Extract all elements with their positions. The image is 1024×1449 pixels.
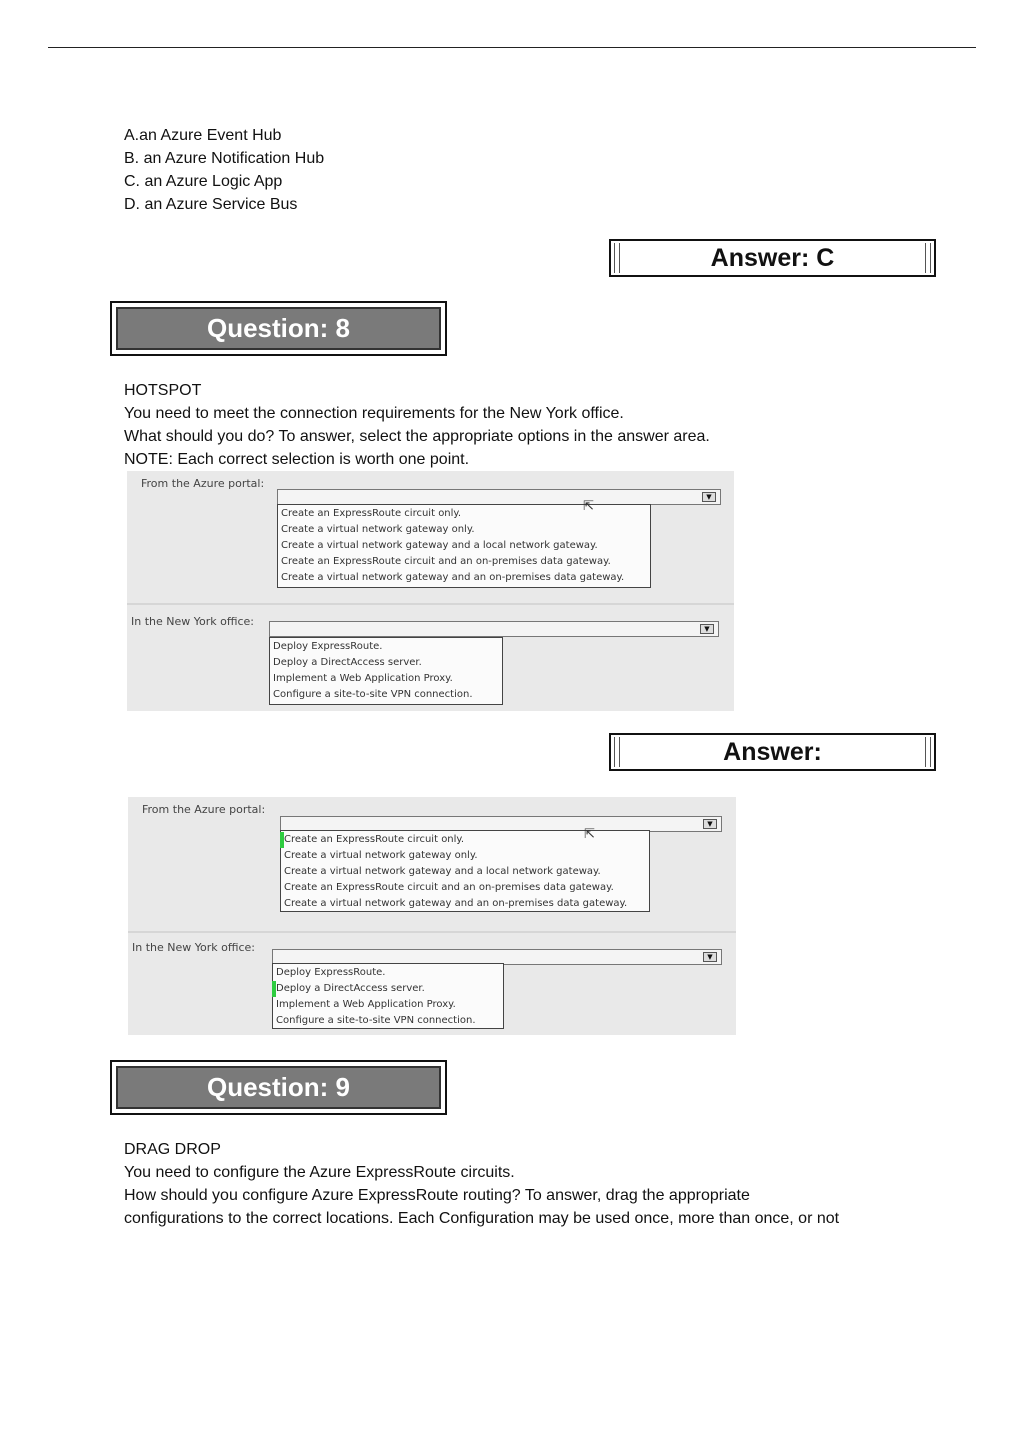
portal-option-1-selected[interactable]: Create an ExpressRoute circuit only. [284, 832, 646, 848]
portal-option-1[interactable]: Create an ExpressRoute circuit only. [281, 508, 462, 519]
q8-answer-image [128, 797, 736, 1035]
office-option-4[interactable]: Configure a site-to-site VPN connection. [276, 1015, 476, 1026]
q8-note: NOTE: Each correct selection is worth one point. [124, 451, 470, 468]
q7-option-c: C. an Azure Logic App [124, 173, 283, 190]
q8-answer-box [609, 733, 936, 771]
office-option-1[interactable]: Deploy ExpressRoute. [273, 641, 383, 652]
q7-answer-text: Answer: C [710, 243, 835, 272]
portal-option-5[interactable]: Create a virtual network gateway and an on-premises data gateway. [284, 898, 628, 909]
q9-header-text: Question: 9 [206, 1072, 350, 1102]
q9-line-3: configurations to the correct locations. Each Configuration may be used once, more than once, or not [124, 1210, 840, 1227]
q8-type: HOTSPOT [124, 382, 202, 399]
portal-option-4[interactable]: Create an ExpressRoute circuit and an on-premises data gateway. [284, 882, 614, 893]
chevron-down-icon[interactable]: ▼ [703, 819, 717, 829]
q7-option-b: B. an Azure Notification Hub [124, 150, 325, 167]
q9-header-box [110, 1060, 447, 1115]
band-divider [127, 603, 734, 605]
q8-line-2: What should you do? To answer, select the appropriate options in the answer area. [124, 428, 710, 445]
chevron-down-icon[interactable]: ▼ [703, 952, 717, 962]
q9-line-2: How should you configure Azure ExpressRoute routing? To answer, drag the appropriate [124, 1187, 750, 1204]
q9-prompt [124, 1138, 839, 1230]
band-divider [128, 931, 736, 933]
chevron-down-icon[interactable]: ▼ [702, 492, 716, 502]
office-options-list[interactable] [272, 963, 504, 1029]
portal-option-3[interactable]: Create a virtual network gateway and a local network gateway. [281, 540, 598, 551]
q7-option-d: D. an Azure Service Bus [124, 196, 298, 213]
portal-option-2[interactable]: Create a virtual network gateway only. [281, 524, 475, 535]
portal-option-5[interactable]: Create a virtual network gateway and an on-premises data gateway. [281, 572, 625, 583]
q9-type: DRAG DROP [124, 1141, 221, 1158]
portal-option-3[interactable]: Create a virtual network gateway and a local network gateway. [284, 866, 601, 877]
q8-answer-text: Answer: [723, 737, 822, 766]
office-dropdown[interactable] [269, 621, 719, 637]
q8-hotspot-image [127, 471, 734, 711]
office-option-3[interactable]: Implement a Web Application Proxy. [276, 999, 456, 1010]
q7-option-a: A.an Azure Event Hub [124, 127, 282, 144]
mouse-cursor-icon: ⇱ [583, 499, 594, 514]
office-option-2-selected[interactable]: Deploy a DirectAccess server. [276, 981, 500, 997]
office-option-2[interactable]: Deploy a DirectAccess server. [273, 657, 422, 668]
q8-prompt [124, 379, 710, 471]
portal-label: From the Azure portal: [141, 477, 265, 490]
q8-header-text: Question: 8 [206, 313, 350, 343]
portal-option-4[interactable]: Create an ExpressRoute circuit and an on-premises data gateway. [281, 556, 611, 567]
page-top-rule [48, 47, 976, 48]
portal-label: From the Azure portal: [142, 803, 266, 816]
portal-option-2[interactable]: Create a virtual network gateway only. [284, 850, 478, 861]
office-option-4[interactable]: Configure a site-to-site VPN connection. [273, 689, 473, 700]
office-option-1[interactable]: Deploy ExpressRoute. [276, 967, 386, 978]
portal-options-list[interactable] [277, 504, 651, 588]
chevron-down-icon[interactable]: ▼ [700, 624, 714, 634]
office-label: In the New York office: [131, 615, 255, 628]
office-label: In the New York office: [132, 941, 256, 954]
office-options-list[interactable] [269, 637, 503, 705]
portal-options-list[interactable] [280, 830, 650, 912]
office-option-3[interactable]: Implement a Web Application Proxy. [273, 673, 453, 684]
q8-line-1: You need to meet the connection requirements for the New York office. [124, 405, 624, 422]
mouse-cursor-icon: ⇱ [584, 827, 595, 842]
q7-answer-box [609, 239, 936, 277]
q8-header-box [110, 301, 447, 356]
q9-line-1: You need to configure the Azure ExpressRoute circuits. [124, 1164, 515, 1181]
q7-options [124, 124, 324, 216]
portal-dropdown[interactable] [277, 489, 721, 505]
